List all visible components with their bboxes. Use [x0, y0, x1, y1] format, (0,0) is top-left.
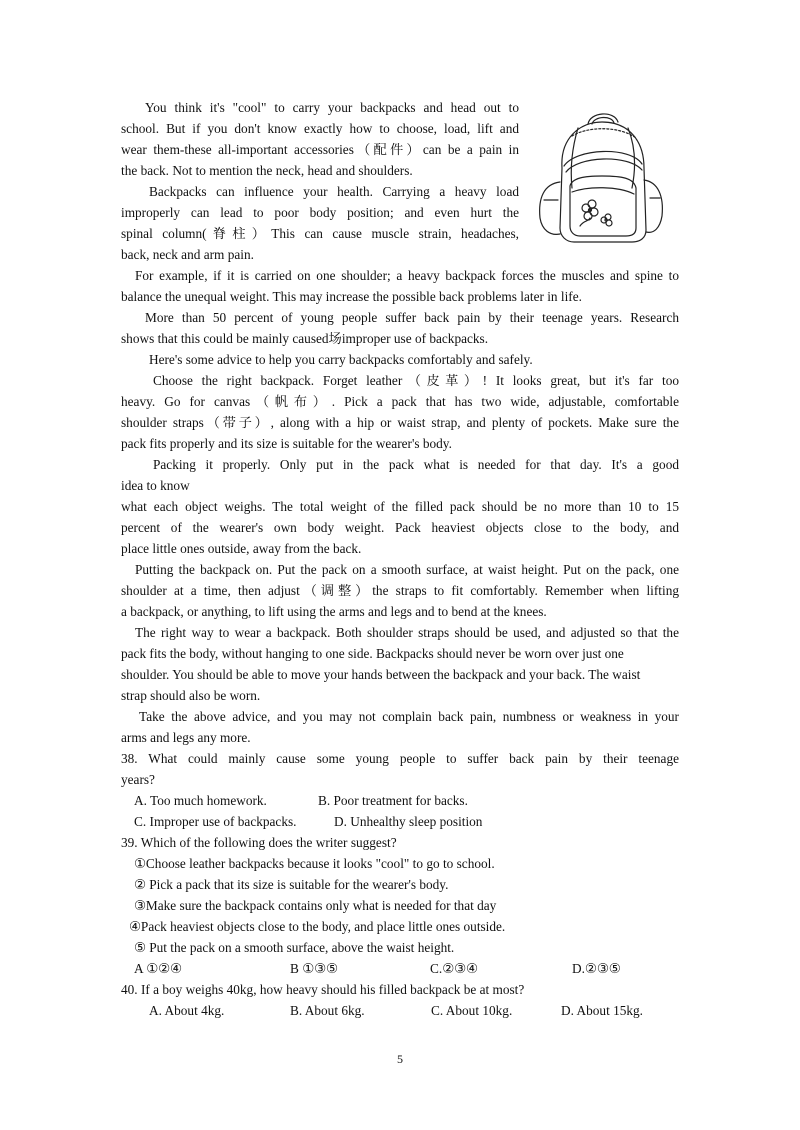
passage-line: improperly can lead to poor body position; and even hurt the	[121, 205, 519, 220]
passage-line: the back. Not to mention the neck, head and shoulders.	[121, 163, 413, 178]
question-stem: 40. If a boy weighs 40kg, how heavy should his filled backpack be at most?	[121, 982, 525, 997]
passage-line: arms and legs any more.	[121, 730, 251, 745]
passage-line: More than 50 percent of young people suffer back pain by their teenage years. Research	[145, 310, 679, 325]
option-b: B. About 6kg.	[290, 1003, 365, 1018]
option-c: C.②③④	[430, 961, 478, 976]
passage-line: shows that this could be mainly caused场improper use of backpacks.	[121, 331, 489, 346]
passage-line: pack fits the body, without hanging to one side. Backpacks should never be worn over just one	[121, 646, 624, 661]
passage-line: idea to know	[121, 478, 190, 493]
passage-line: wear them-these all-important accessories（配件）can be a pain in	[121, 142, 519, 157]
option-c: C. Improper use of backpacks.	[134, 814, 297, 829]
passage-line: shoulder. You should be able to move your hands between the backpack and your back. The waist	[121, 667, 641, 682]
passage-line: percent of the wearer's own body weight. Pack heaviest objects close to the body, and	[121, 520, 679, 535]
passage-line: shoulder straps（带子）, along with a hip or waist strap, and plenty of pockets. Make sure the	[121, 415, 679, 430]
option-a: A. Too much homework.	[134, 793, 267, 808]
passage-line: Choose the right backpack. Forget leather（皮革）! It looks great, but it's far too	[153, 373, 679, 388]
statement-1: ①Choose leather backpacks because it looks "cool" to go to school.	[134, 856, 495, 871]
passage-line: heavy. Go for canvas（帆布）. Pick a pack that has two wide, adjustable, comfortable	[121, 394, 679, 409]
passage-line: Here's some advice to help you carry backpacks comfortably and safely.	[149, 352, 533, 367]
passage-line: balance the unequal weight. This may increase the possible back problems later in life.	[121, 289, 582, 304]
passage-line: For example, if it is carried on one shoulder; a heavy backpack forces the muscles and spine to	[135, 268, 679, 283]
passage-line: You think it's "cool" to carry your backpacks and head out to	[145, 100, 519, 115]
statement-2: ② Pick a pack that its size is suitable for the wearer's body.	[134, 877, 449, 892]
passage-line: what each object weighs. The total weight of the filled pack should be no more than 10 to 15	[121, 499, 679, 514]
passage-line: school. But if you don't know exactly how to choose, load, lift and	[121, 121, 519, 136]
option-a: A ①②④	[134, 961, 182, 976]
passage-line: The right way to wear a backpack. Both shoulder straps should be used, and adjusted so that the	[135, 625, 679, 640]
page-number: 5	[397, 1052, 403, 1066]
statement-3: ③Make sure the backpack contains only what is needed for that day	[134, 898, 497, 913]
passage-line: shoulder at a time, then adjust（调整）the straps to fit comfortably. Remember when lifting	[121, 583, 679, 598]
passage-line: a backpack, or anything, to lift using the arms and legs and to bend at the knees.	[121, 604, 547, 619]
passage-line: place little ones outside, away from the back.	[121, 541, 362, 556]
option-d: D.②③⑤	[572, 961, 621, 976]
option-c: C. About 10kg.	[431, 1003, 513, 1018]
statement-5: ⑤ Put the pack on a smooth surface, above the waist height.	[134, 940, 455, 955]
option-b: B. Poor treatment for backs.	[318, 793, 468, 808]
passage-line: Putting the backpack on. Put the pack on a smooth surface, at waist height. Put on the pack, one	[135, 562, 679, 577]
passage-line: strap should also be worn.	[121, 688, 261, 703]
question-stem: 39. Which of the following does the writer suggest?	[121, 835, 397, 850]
option-a: A. About 4kg.	[149, 1003, 225, 1018]
option-d: D. About 15kg.	[561, 1003, 644, 1018]
question-stem: 38. What could mainly cause some young people to suffer back pain by their teenage	[121, 751, 679, 766]
passage-line: spinal column(脊柱）This can cause muscle strain, headaches,	[121, 226, 519, 241]
statement-4: ④Pack heaviest objects close to the body, and place little ones outside.	[129, 919, 506, 934]
passage-line: Backpacks can influence your health. Carrying a heavy load	[149, 184, 519, 199]
passage-line: Take the above advice, and you may not complain back pain, numbness or weakness in your	[139, 709, 679, 724]
passage-line: pack fits properly and its size is suitable for the wearer's body.	[121, 436, 452, 451]
passage-line: Packing it properly. Only put in the pack what is needed for that day. It's a good	[153, 457, 679, 472]
question-stem: years?	[121, 772, 155, 787]
backpack-illustration	[532, 108, 668, 248]
option-b: B ①③⑤	[290, 961, 338, 976]
option-d: D. Unhealthy sleep position	[334, 814, 483, 829]
passage-line: back, neck and arm pain.	[121, 247, 254, 262]
